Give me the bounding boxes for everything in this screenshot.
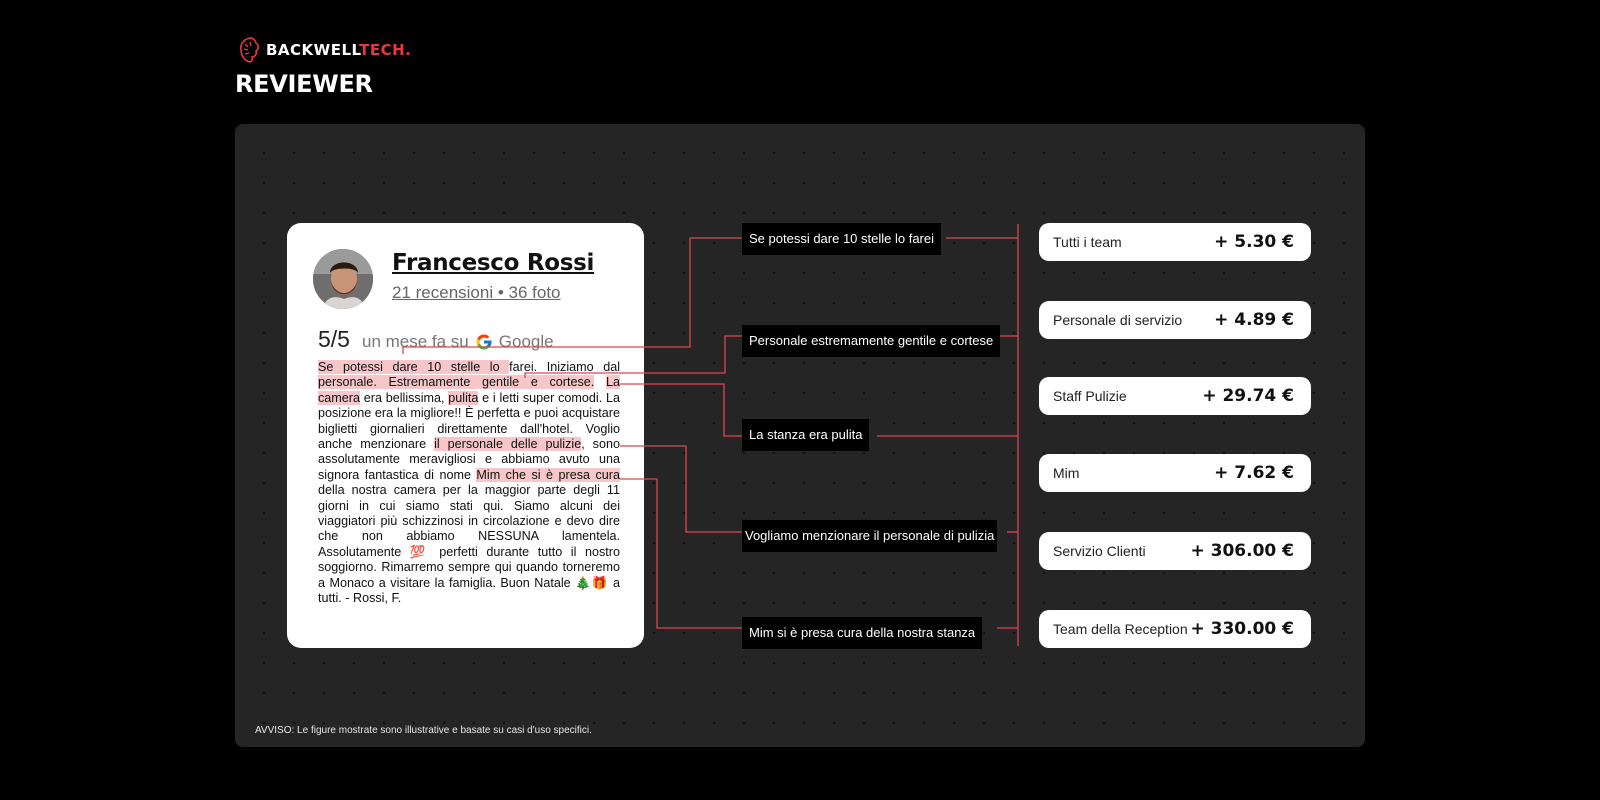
team-card-staff-pulizie	[1039, 377, 1311, 415]
team-name: Servizio Clienti	[1053, 543, 1146, 559]
google-icon	[475, 333, 493, 351]
brand-name-red: TECH.	[359, 41, 412, 59]
rating-row	[318, 326, 554, 353]
team-amount: + 330.00 €	[1190, 619, 1294, 639]
team-amount: + 29.74 €	[1202, 386, 1294, 406]
person-portrait-icon	[313, 249, 373, 309]
team-card-servizio-clienti	[1039, 532, 1311, 570]
quote-label: Vogliamo menzionare il personale di pulizia	[742, 520, 997, 552]
team-name: Team della Reception	[1053, 621, 1188, 637]
review-text-segment: della nostra camera per la maggior parte degli 11 giorni in cui siamo stati qui. Siamo alcuni dei viaggiatori più schizzinosi in circolazione e devo dire che non abbiamo NESSUNA lamentela. Assolutamente 💯 perfetti durante tutto il nostro soggiorno. Rimarremo sempre qui quando torneremo a Monaco a visitare la famiglia. Buon Natale 🎄🎁 a tutti. - Rossi, F.	[318, 483, 620, 606]
review-text-segment: farei. Iniziamo dal	[509, 360, 620, 374]
brand-name-white: BACKWELL	[266, 41, 360, 59]
highlighted-phrase: Mim che si è presa cura	[476, 467, 620, 482]
review-source: Google	[498, 332, 554, 351]
team-name: Mim	[1053, 465, 1080, 481]
highlighted-phrase: pulita	[448, 390, 479, 405]
review-text-segment	[594, 375, 606, 389]
team-amount: + 7.62 €	[1214, 463, 1294, 483]
lion-head-icon	[238, 36, 262, 64]
page-title: REVIEWER	[235, 70, 373, 98]
review-text	[318, 360, 620, 607]
team-name: Personale di servizio	[1053, 312, 1183, 328]
highlighted-phrase: personale. Estremamente gentile e cortese.	[318, 375, 595, 390]
team-card-tutti-i-team	[1039, 223, 1311, 261]
reviewer-name-link[interactable]: Francesco Rossi	[392, 250, 595, 276]
avatar	[313, 249, 373, 309]
reviewer-meta-link[interactable]: 21 recensioni • 36 foto	[392, 283, 561, 302]
quote-label: Se potessi dare 10 stelle lo farei	[742, 223, 941, 255]
highlighted-phrase: il personale delle pulizie	[434, 437, 582, 452]
team-name: Tutti i team	[1053, 234, 1122, 250]
team-name: Staff Pulizie	[1053, 388, 1127, 404]
quote-label: Personale estremamente gentile e cortese	[742, 325, 1000, 357]
review-card	[287, 223, 644, 648]
team-card-team-della-reception	[1039, 610, 1311, 648]
team-amount: + 5.30 €	[1214, 232, 1294, 252]
review-text-segment: e i letti super comodi. La posizione era la migliore!! È perfetta e puoi acquistare biglietti giornalieri direttamente dall'hotel. Voglio anche menzionare	[318, 390, 620, 452]
team-amount: + 306.00 €	[1190, 541, 1294, 561]
team-card-personale-di-servizio	[1039, 301, 1311, 339]
highlighted-phrase: La camera	[318, 375, 620, 405]
quote-label: Mim si è presa cura della nostra stanza	[742, 617, 982, 649]
highlighted-phrase: Se potessi dare 10 stelle lo	[318, 360, 510, 374]
brand-logo	[238, 36, 411, 64]
review-text-segment: era bellissima,	[360, 390, 449, 405]
disclaimer: AVVISO: Le figure mostrate sono illustrative e basate su casi d'uso specifici.	[255, 725, 592, 736]
rating-value: 5/5	[318, 326, 350, 352]
team-card-mim	[1039, 454, 1311, 492]
team-amount: + 4.89 €	[1214, 310, 1294, 330]
review-text-segment: , sono assolutamente meravigliosi e abbiamo avuto una signora fantastica di nome	[318, 437, 620, 482]
quote-label: La stanza era pulita	[742, 419, 869, 451]
review-date: un mese fa su	[361, 332, 469, 351]
